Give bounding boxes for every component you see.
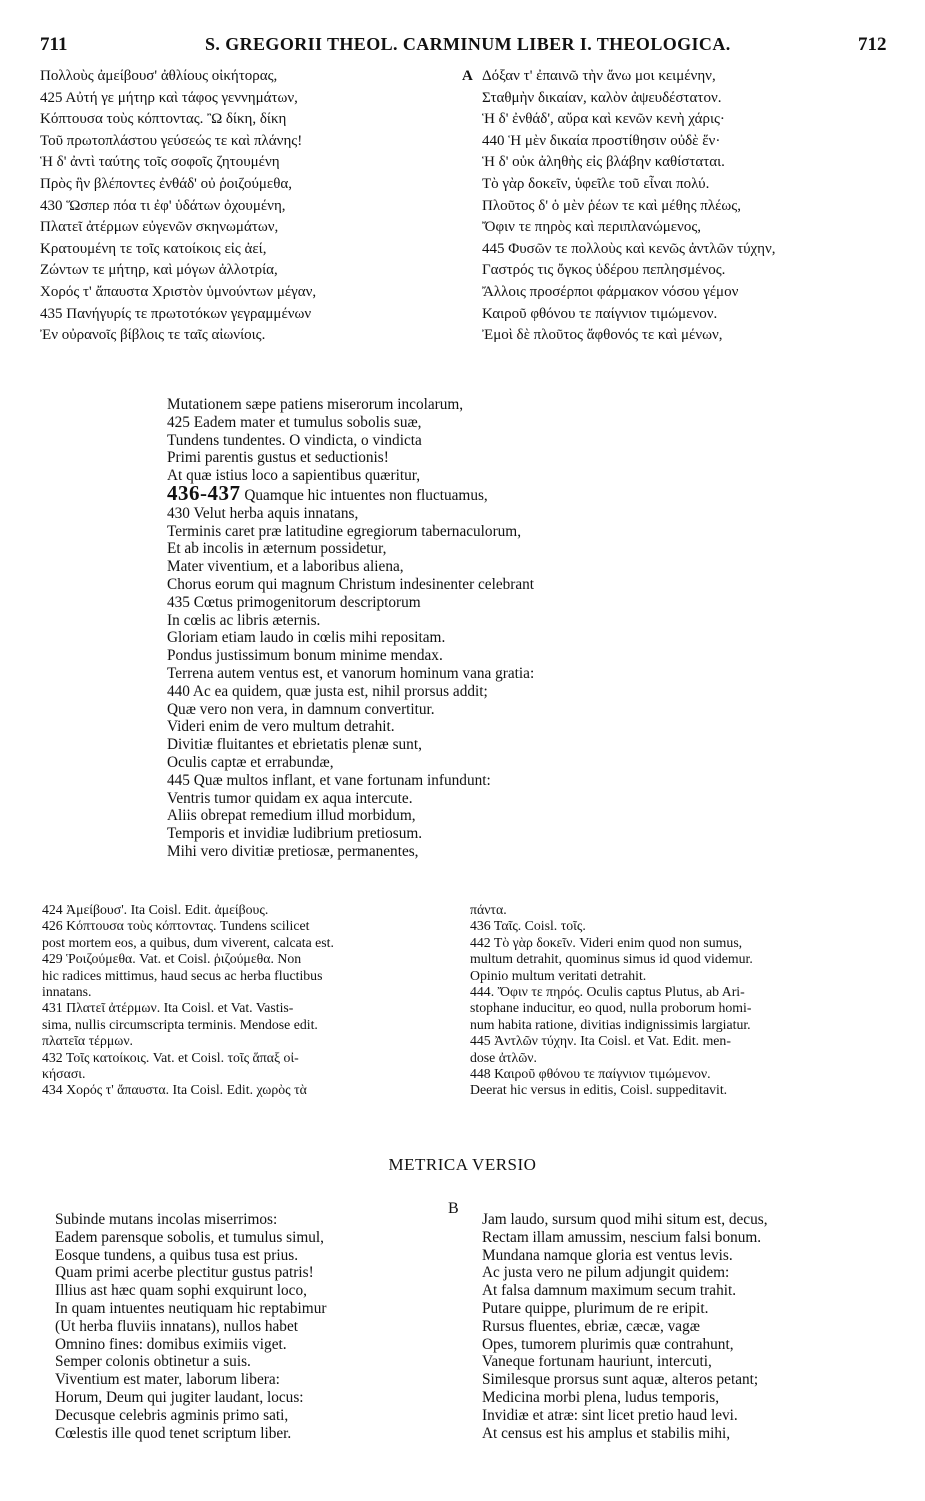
latin-line: Primi parentis gustus et seductionis! xyxy=(167,449,389,467)
greek-verse-line: Πλοῦτος δ' ὁ μὲν ῥέων τε καὶ μέθης πλέως, xyxy=(482,197,741,214)
footnote-line: Deerat hic versus in editis, Coisl. suppeditavit. xyxy=(470,1082,728,1098)
latin-line: Oculis captæ et errabundæ, xyxy=(167,753,334,771)
footnote-line: stophane inducitur, eo quod, nulla proborum homi- xyxy=(470,1000,752,1016)
metrica-line: Ac justa vero ne pilum adjungit quidem: xyxy=(482,1264,730,1282)
metrica-line: Semper colonis obtinetur a suis. xyxy=(55,1353,251,1371)
latin-line: Mater viventium, et a laboribus aliena, xyxy=(167,558,404,576)
footnote-line: πάντα. xyxy=(470,902,507,917)
latin-line: Divitiæ fluitantes et ebrietatis plenæ sunt, xyxy=(167,736,422,754)
page-number-right: 712 xyxy=(858,34,887,55)
footnote-line: hic radices mittimus, haud secus ac herba fluctibus xyxy=(42,967,323,983)
metrica-line: Viventium est mater, laborum libera: xyxy=(55,1371,280,1389)
greek-verse-line: Καιροῦ φθόνου τε παίγνιον τιμώμενον. xyxy=(482,305,718,322)
latin-line: 435 Cœtus primogenitorum descriptorum xyxy=(167,593,421,611)
footnote-line: 432 Τοῖς κατοίκοις. Vat. et Coisl. τοῖς ἅπαξ οἰ- xyxy=(42,1049,299,1065)
metrica-line: At census est his amplus et stabilis mihi, xyxy=(482,1424,731,1442)
latin-lines-before xyxy=(167,396,534,485)
footnote-line: 444. Ὄφιν τε πηρός. Oculis captus Plutus, ab Ari- xyxy=(470,984,745,1000)
metrica-line: Similesque prorsus sunt aquæ, alteros petant; xyxy=(482,1371,759,1389)
metrica-line: Rursus fluentes, ebriæ, cæcæ, vagæ xyxy=(482,1317,700,1335)
metrica-line: Opes, tumorem plurimis quæ contrahunt, xyxy=(482,1335,734,1353)
marker-a: A xyxy=(462,68,473,84)
metrica-line: Mundana namque gloria est ventus levis. xyxy=(482,1246,733,1264)
greek-verse-line: Δόξαν τ' ἐπαινῶ τὴν ἄνω μοι κειμένην, xyxy=(482,68,716,84)
greek-verse-line: Σταθμὴν δικαίαν, καλὸν ἀψευδέστατον. xyxy=(482,89,722,106)
greek-verse-line: Τὸ γὰρ δοκεῖν, ὑφεῖλε τοῦ εἶναι πολύ. xyxy=(482,175,710,192)
latin-line: 430 Velut herba aquis innatans, xyxy=(167,504,359,522)
greek-verse-line: Ἡ δ' ἀντὶ ταύτης τοῖς σοφοῖς ζητουμένη xyxy=(40,154,280,171)
greek-verse-line: Ἐμοὶ δὲ πλοῦτος ἄφθονός τε καὶ μένων, xyxy=(482,327,723,344)
latin-line: Terminis caret præ latitudine egregiorum tabernaculorum, xyxy=(167,522,522,540)
latin-line: In cœlis ac libris æternis. xyxy=(167,611,321,629)
greek-verse-line: Ζώντων τε μήτηρ, καὶ μόγων ἀλλοτρία, xyxy=(40,262,278,279)
footnotes-right xyxy=(470,902,753,1099)
footnote-line: num habita ratione, divitias indignissimis largiatur. xyxy=(470,1016,751,1032)
metrica-line: Vaneque fortunam hauriunt, intercuti, xyxy=(482,1353,712,1371)
page-number-left: 711 xyxy=(40,34,68,55)
metrica-line: Eosque tundens, a quibus tusa est prius. xyxy=(55,1246,299,1264)
latin-line: Tundens tundentes. O vindicta, o vindicta xyxy=(167,431,422,449)
latin-line: At quæ istius loco a sapientibus quæritur, xyxy=(167,467,421,485)
latin-line: 425 Eadem mater et tumulus sobolis suæ, xyxy=(167,413,422,431)
latin-line: Gloriam etiam laudo in cœlis mihi repositam. xyxy=(167,629,446,647)
metrica-line: Putare quippe, plurimum de re eripit. xyxy=(482,1299,709,1317)
marker-b: B xyxy=(448,1200,459,1217)
greek-verse-line: Ἡ δ' ἐνθάδ', αὔρα καὶ κενῶν κενὴ χάρις· xyxy=(482,111,725,128)
footnote-line: innatans. xyxy=(42,984,92,1000)
metrica-line: Decusque celebris agminis primo sati, xyxy=(55,1406,289,1424)
greek-verse-line: Ἡ δ' οὐκ ἀληθὴς εἰς βλάβην καθίσταται. xyxy=(482,154,725,171)
latin-line: Terrena autem ventus est, et vanorum hominum vana gratia: xyxy=(167,664,535,682)
running-title: S. GREGORII THEOL. CARMINUM LIBER I. THEOLOGICA. xyxy=(205,34,731,54)
latin-line: Mihi vero divitiæ pretiosæ, permanentes, xyxy=(167,842,419,860)
greek-verse-line: Πλατεῖ ἀτέρμων εὐγενῶν σκηνωμάτων, xyxy=(40,219,279,236)
latin-translation xyxy=(167,396,534,861)
footnote-line: 445 Ἀντλῶν τύχην. Ita Coisl. et Vat. Edit. men- xyxy=(470,1033,731,1049)
footnote-line: sima, nullis circumscripta terminis. Mendose edit. xyxy=(42,1016,318,1032)
metrica-line: At falsa damnum maximum secum trahit. xyxy=(482,1282,737,1300)
latin-line: Quamque hic intuentes non fluctuamus, xyxy=(244,486,488,504)
metrica-line: Omnino fines: domibus eximiis viget. xyxy=(55,1335,287,1353)
metrica-line: Jam laudo, sursum quod mihi situm est, decus, xyxy=(482,1211,768,1228)
greek-verse-line: Ὄφιν τε πηρὸς καὶ περιπλανώμενος, xyxy=(482,219,702,236)
metrica-versio-title: METRICA VERSIO xyxy=(388,1155,537,1174)
metrica-right-column xyxy=(482,1211,768,1442)
footnote-line: multum detrahit, quominus simus id quod videmur. xyxy=(470,951,753,967)
metrica-line: Subinde mutans incolas miserrimos: xyxy=(55,1211,278,1228)
greek-verse-line: 425 Αὐτή γε μήτηρ καὶ τάφος γεννημάτων, xyxy=(40,89,298,106)
greek-text-right-column xyxy=(482,66,776,347)
greek-verse-line: Κόπτουσα τοὺς κόπτοντας. Ὢ δίκη, δίκη xyxy=(40,111,287,128)
latin-line: Mutationem sæpe patiens miserorum incolarum, xyxy=(167,396,464,413)
latin-line: Pondus justissimum bonum minime mendax. xyxy=(167,647,443,665)
metrica-line: Medicina morbi plena, ludus temporis, xyxy=(482,1388,720,1406)
footnote-line: κήσασι. xyxy=(42,1066,86,1082)
latin-lines-after xyxy=(167,505,534,861)
footnote-line: Opinio multum veritati detrahit. xyxy=(470,967,647,983)
latin-line: 440 Ac ea quidem, quæ justa est, nihil prorsus addit; xyxy=(167,682,488,700)
greek-verse-line: Πολλοὺς ἀμείβουσ' ἀθλίους οἰκήτορας, xyxy=(40,68,278,84)
footnotes-left xyxy=(42,902,334,1099)
footnote-line: post mortem eos, a quibus, dum viverent, calcata est. xyxy=(42,934,334,950)
footnote-line: πλατεῖα τέρμων. xyxy=(42,1033,134,1049)
latin-line: 445 Quæ multos inflant, et vane fortunam infundunt: xyxy=(167,771,491,789)
greek-verse-line: 440 Ἡ μὲν δικαία προστίθησιν οὐδὲ ἕν· xyxy=(482,132,721,149)
greek-verse-line: Ἄλλοις προσέρποι φάρμακον νόσου γέμον xyxy=(482,283,739,300)
footnote-line: dose ἀτλῶν. xyxy=(470,1049,537,1065)
footnote-line: 434 Χορός τ' ἄπαυστα. Ita Coisl. Edit. χωρὸς τὰ xyxy=(42,1082,307,1098)
latin-line: Et ab incolis in æternum possidetur, xyxy=(167,540,387,558)
latin-line: Videri enim de vero multum detrahit. xyxy=(167,718,395,736)
latin-line: Chorus eorum qui magnum Christum indesinenter celebrant xyxy=(167,575,535,593)
footnote-line: 436 Ταῖς. Coisl. τοῖς. xyxy=(470,918,586,934)
greek-verse-line: 435 Πανήγυρίς τε πρωτοτόκων γεγραμμένων xyxy=(40,305,312,322)
footnote-line: 448 Καιροῦ φθόνου τε παίγνιον τιμώμενον. xyxy=(470,1066,711,1082)
latin-line: Aliis obrepat remedium illud morbidum, xyxy=(167,807,416,825)
metrica-line: In quam intuentes neutiquam hic reptabimur xyxy=(55,1299,327,1317)
metrica-left-column xyxy=(55,1211,326,1442)
footnote-line: 426 Κόπτουσα τοὺς κόπτοντας. Tundens scilicet xyxy=(42,918,310,934)
metrica-line: (Ut herba fluviis innatans), nullos habet xyxy=(55,1317,298,1335)
latin-line-436-437 xyxy=(167,480,534,505)
greek-verse-line: Ἐν οὐρανοῖς βίβλοις τε ταῖς αἰωνίοις. xyxy=(40,327,266,344)
greek-verse-line: 430 Ὥσπερ πόα τι ἐφ' ὑδάτων ὀχουμένη, xyxy=(40,197,286,214)
metrica-line: Illius ast hæc quam sophi exquirunt loco, xyxy=(55,1282,307,1300)
metrica-line: Quam primi acerbe plectitur gustus patris! xyxy=(55,1264,314,1282)
metrica-line: Eadem parensque sobolis, et tumulus simul, xyxy=(55,1228,324,1246)
big-line-numbers: 436-437 xyxy=(167,480,241,505)
footnote-line: 429 Ῥοιζούμεθα. Vat. et Coisl. ῥιζούμεθα. Non xyxy=(42,951,302,967)
metrica-line: Horum, Deum qui jugiter laudant, locus: xyxy=(55,1388,304,1406)
greek-verse-line: Κρατουμένη τε τοῖς κατοίκοις εἰς ἀεί, xyxy=(40,240,267,257)
greek-verse-line: Γαστρός τις ὄγκος ὑδέρου πεπλησμένος. xyxy=(482,262,726,279)
greek-verse-line: Χορός τ' ἄπαυστα Χριστὸν ὑμνούντων μέγαν, xyxy=(40,283,317,300)
footnote-line: 424 Ἀμείβουσ'. Ita Coisl. Edit. ἀμείβους. xyxy=(42,902,269,917)
latin-line: Ventris tumor quidam ex aqua intercute. xyxy=(167,789,413,807)
page-header xyxy=(0,34,925,60)
footnote-line: 431 Πλατεῖ ἀτέρμων. Ita Coisl. et Vat. Vastis- xyxy=(42,1000,294,1016)
latin-line: Quæ vero non vera, in damnum convertitur. xyxy=(167,700,435,718)
footnote-line: 442 Τὸ γὰρ δοκεῖν. Videri enim quod non sumus, xyxy=(470,934,743,950)
metrica-line: Invidiæ et atræ: sint licet pretio haud levi. xyxy=(482,1406,738,1424)
greek-verse-line: Τοῦ πρωτοπλάστου γεύσεώς τε καὶ πλάνης! xyxy=(40,132,303,149)
metrica-line: Cœlestis ille quod tenet scriptum liber. xyxy=(55,1424,292,1442)
greek-verse-line: 445 Φυσῶν τε πολλοὺς καὶ κενῶς ἀντλῶν τύχην, xyxy=(482,240,776,257)
greek-verse-line: Πρὸς ἣν βλέποντες ἐνθάδ' οὐ ῥοιζούμεθα, xyxy=(40,175,293,192)
greek-text-left-column xyxy=(40,66,316,347)
latin-line: Temporis et invidiæ ludibrium pretiosum. xyxy=(167,825,423,843)
metrica-line: Rectam illam amussim, nescium falsi bonum. xyxy=(482,1228,762,1246)
